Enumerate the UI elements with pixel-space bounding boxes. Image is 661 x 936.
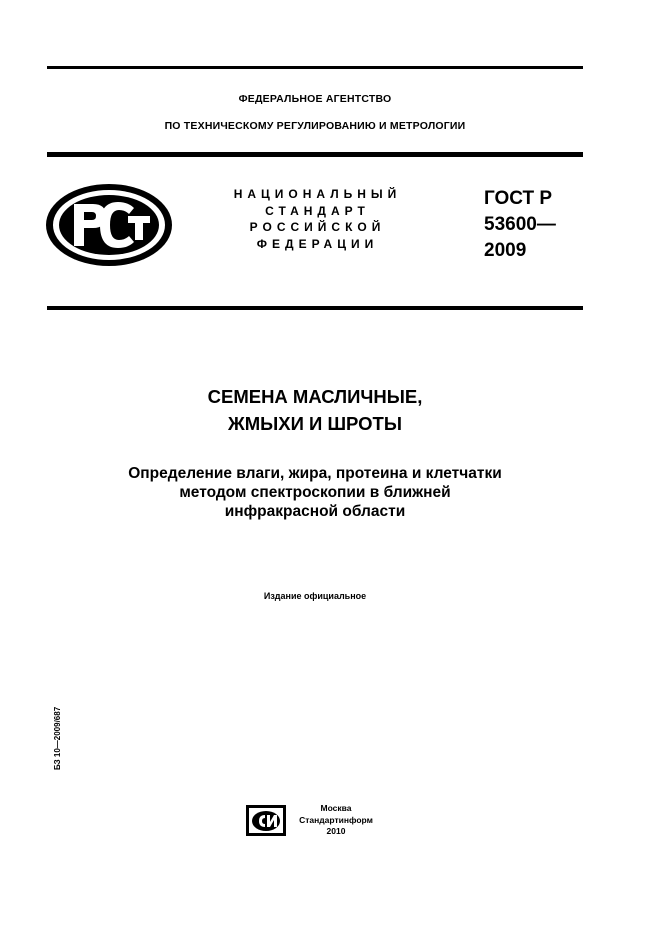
top-rule [47, 66, 583, 69]
national-line-3: РОССИЙСКОЙ [249, 220, 386, 234]
national-standard-label [220, 186, 415, 252]
gost-number [484, 186, 556, 264]
title-line-2: ЖМЫХИ И ШРОТЫ [228, 413, 402, 434]
national-line-4: ФЕДЕРАЦИИ [256, 236, 379, 251]
gost-line-1: ГОСТ Р [484, 188, 553, 209]
header-rule [47, 152, 583, 157]
subtitle-line-2: методом спектроскопии в ближней [179, 484, 451, 501]
gost-line-3: 2009 [484, 240, 527, 261]
subtitle-line-3: инфракрасной области [224, 503, 406, 520]
document-subtitle [47, 464, 583, 521]
side-code: БЗ 10—2009/687 [53, 706, 62, 770]
standartinform-logo-icon [246, 805, 286, 836]
agency-line-1: ФЕДЕРАЛЬНОЕ АГЕНТСТВО [238, 93, 392, 105]
national-line-1: НАЦИОНАЛЬНЫЙ [233, 187, 402, 201]
agency-line-2: ПО ТЕХНИЧЕСКОМУ РЕГУЛИРОВАНИЮ И МЕТРОЛОГИИ [164, 120, 466, 132]
publisher-name: Стандартинформ [299, 814, 373, 825]
publisher-info [294, 803, 378, 838]
subtitle-line-1: Определение влаги, жира, протеина и клетчатки [128, 465, 502, 482]
national-line-2: СТАНДАРТ [265, 203, 370, 218]
document-title [47, 383, 583, 437]
publisher-year: 2010 [326, 826, 346, 836]
edition-label: Издание официальное [263, 591, 367, 601]
standard-rule [47, 306, 583, 310]
publisher-city: Москва [320, 803, 352, 813]
gost-line-2: 53600— [484, 214, 556, 235]
title-line-1: СЕМЕНА МАСЛИЧНЫЕ, [207, 386, 423, 407]
rst-logo-icon [44, 182, 174, 268]
